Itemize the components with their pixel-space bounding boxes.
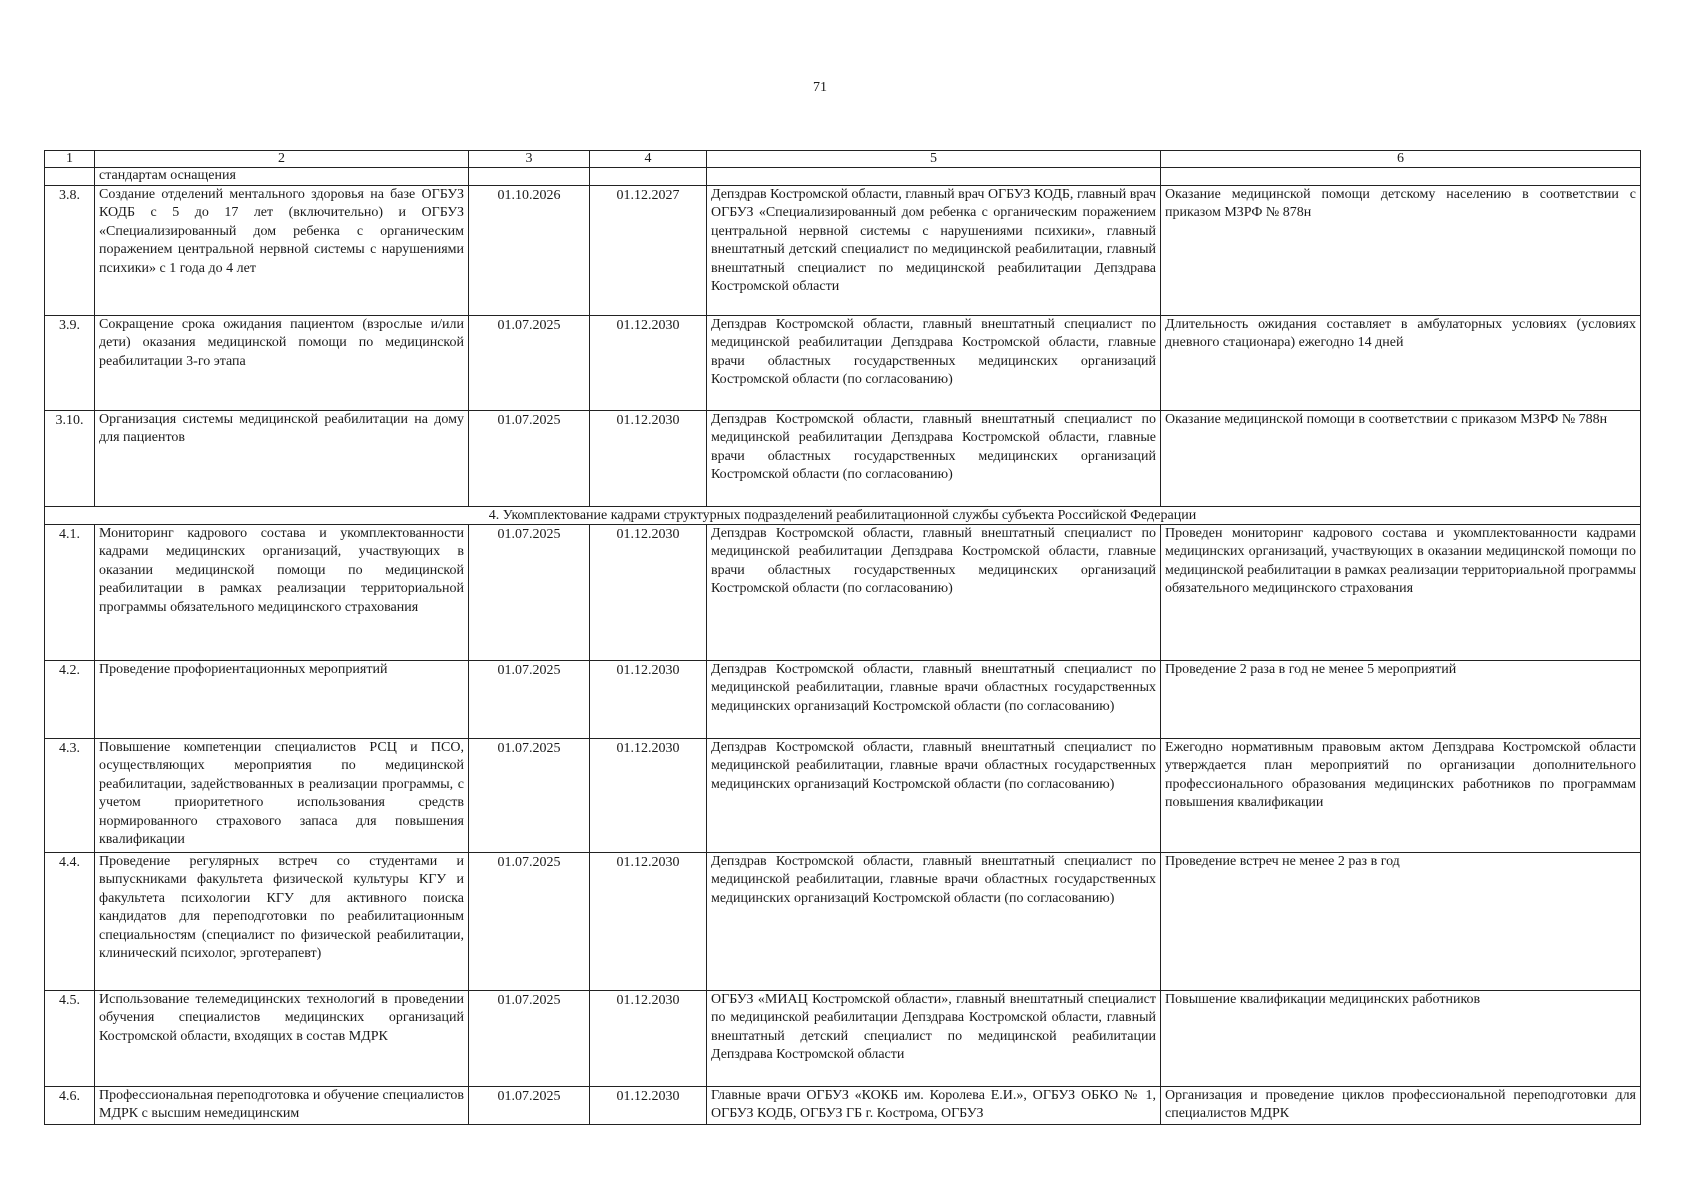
end-date: 01.12.2030 [590,316,707,411]
end-date: 01.12.2030 [590,661,707,739]
empty-cell [707,168,1161,186]
action-plan-table [44,150,1641,1125]
column-number: 5 [707,151,1161,168]
start-date: 01.07.2025 [469,316,590,411]
start-date: 01.07.2025 [469,525,590,661]
row-number: 4.2. [45,661,95,739]
row-number: 3.9. [45,316,95,411]
row-number: 4.1. [45,525,95,661]
result-cell: Оказание медицинской помощи детскому населению в соответствии с приказом МЗРФ № 878н [1161,186,1641,316]
responsible-cell: Депздрав Костромской области, главный внештатный специалист по медицинской реабилитации, главные врачи областных государственных медицинских организаций Костромской области (по согласованию) [707,853,1161,991]
column-number: 2 [95,151,469,168]
result-cell: Проведение 2 раза в год не менее 5 мероприятий [1161,661,1641,739]
start-date: 01.07.2025 [469,411,590,507]
column-number-row [45,151,1641,168]
table-row [45,316,1641,411]
continued-text: стандартам оснащения [95,168,469,186]
empty-cell [469,168,590,186]
responsible-cell: Депздрав Костромской области, главный внештатный специалист по медицинской реабилитации, главные врачи областных государственных медицинских организаций Костромской области (по согласованию) [707,739,1161,853]
responsible-cell: Депздрав Костромской области, главный врач ОГБУЗ КОДБ, главный врач ОГБУЗ «Специализированный дом ребенка с органическим поражением центральной нервной системы с нарушениями психики», главный внештатный детский специалист по медицинской реабилитации, главный внештатный специалист по медицинской реабилитации Депздрава Костромской области [707,186,1161,316]
row-number: 4.5. [45,991,95,1087]
row-number: 3.8. [45,186,95,316]
end-date: 01.12.2030 [590,739,707,853]
responsible-cell: Депздрав Костромской области, главный внештатный специалист по медицинской реабилитации Депздрава Костромской области, главные врачи областных государственных медицинских организаций Костромской области (по согласованию) [707,411,1161,507]
event-cell: Организация системы медицинской реабилитации на дому для пациентов [95,411,469,507]
start-date: 01.10.2026 [469,186,590,316]
event-cell: Использование телемедицинских технологий в проведении обучения специалистов медицинских организаций Костромской области, входящих в состав МДРК [95,991,469,1087]
event-cell: Проведение профориентационных мероприятий [95,661,469,739]
row-number: 3.10. [45,411,95,507]
end-date: 01.12.2030 [590,853,707,991]
table-row [45,991,1641,1087]
row-number: 4.6. [45,1087,95,1125]
end-date: 01.12.2030 [590,991,707,1087]
column-number: 6 [1161,151,1641,168]
start-date: 01.07.2025 [469,661,590,739]
event-text: Профессиональная переподготовка и обучение специалистов МДРК с высшим немедицинским [99,1088,464,1122]
start-date: 01.07.2025 [469,1087,590,1125]
start-date: 01.07.2025 [469,853,590,991]
table-row [45,1087,1641,1125]
result-cell: Проведение встреч не менее 2 раз в год [1161,853,1641,991]
column-number: 3 [469,151,590,168]
responsible-cell: ОГБУЗ «МИАЦ Костромской области», главный внештатный специалист по медицинской реабилитации Депздрава Костромской области, главный внештатный детский специалист по медицинской реабилитации Депздрава Костромской области [707,991,1161,1087]
row-number: 4.4. [45,853,95,991]
event-cell: Создание отделений ментального здоровья на базе ОГБУЗ КОДБ с 5 до 17 лет (включительно) и ОГБУЗ «Специализированный дом ребенка с органическим поражением центральной нервной системы с нарушениями психики» с 1 года до 4 лет [95,186,469,316]
page-number: 71 [813,80,827,95]
section-title: 4. Укомплектование кадрами структурных подразделений реабилитационной службы субъекта Российской Федерации [45,507,1641,525]
end-date: 01.12.2027 [590,186,707,316]
result-cell: Проведен мониторинг кадрового состава и укомплектованности кадрами медицинских организаций, участвующих в оказании медицинской помощи по медицинской реабилитации в рамках реализации территориальной программы обязательного медицинского страхования [1161,525,1641,661]
continued-row [45,168,1641,186]
table-row [45,525,1641,661]
end-date: 01.12.2030 [590,525,707,661]
event-cell [95,1087,469,1125]
result-cell: Повышение квалификации медицинских работников [1161,991,1641,1087]
responsible-cell [707,1087,1161,1125]
end-date: 01.12.2030 [590,411,707,507]
column-number: 4 [590,151,707,168]
empty-cell [45,168,95,186]
result-cell: Оказание медицинской помощи в соответствии с приказом МЗРФ № 788н [1161,411,1641,507]
event-cell: Повышение компетенции специалистов РСЦ и ПСО, осуществляющих мероприятия по медицинской реабилитации, задействованных в реализации программы, с учетом приоритетного использования средств нормированного страхового запаса для повышения квалификации [95,739,469,853]
result-cell: Длительность ожидания составляет в амбулаторных условиях (условиях дневного стационара) ежегодно 14 дней [1161,316,1641,411]
responsible-cell: Депздрав Костромской области, главный внештатный специалист по медицинской реабилитации Депздрава Костромской области, главные врачи областных государственных медицинских организаций Костромской области (по согласованию) [707,316,1161,411]
row-number: 4.3. [45,739,95,853]
table-row [45,853,1641,991]
empty-cell [1161,168,1641,186]
table-row [45,661,1641,739]
result-cell: Ежегодно нормативным правовым актом Депздрава Костромской области утверждается план мероприятий по организации дополнительного профессионального образования медицинских работников по программам повышения квалификации [1161,739,1641,853]
section-row [45,507,1641,525]
table-row [45,739,1641,853]
table-row [45,411,1641,507]
start-date: 01.07.2025 [469,991,590,1087]
end-date: 01.12.2030 [590,1087,707,1125]
result-cell: Организация и проведение циклов профессиональной переподготовки для специалистов МДРК [1161,1087,1641,1125]
empty-cell [590,168,707,186]
event-cell: Проведение регулярных встреч со студентами и выпускниками факультета физической культуры КГУ и факультета психологии КГУ для активного поиска кандидатов для переподготовки по реабилитационным специальностям (специалист по физической реабилитации, клинический психолог, эрготерапевт) [95,853,469,991]
responsible-cell: Депздрав Костромской области, главный внештатный специалист по медицинской реабилитации, главные врачи областных государственных медицинских организаций Костромской области (по согласованию) [707,661,1161,739]
event-cell: Сокращение срока ожидания пациентом (взрослые и/или дети) оказания медицинской помощи по медицинской реабилитации 3-го этапа [95,316,469,411]
start-date: 01.07.2025 [469,739,590,853]
responsible-text: Главные врачи ОГБУЗ «КОКБ им. Королева Е.И.», ОГБУЗ ОБКО № 1, ОГБУЗ КОДБ, ОГБУЗ ГБ г. Кострома, ОГБУЗ [711,1088,1156,1122]
table-row [45,186,1641,316]
responsible-cell: Депздрав Костромской области, главный внештатный специалист по медицинской реабилитации Депздрава Костромской области, главные врачи областных государственных медицинских организаций Костромской области (по согласованию) [707,525,1161,661]
event-cell: Мониторинг кадрового состава и укомплектованности кадрами медицинских организаций, участвующих в оказании медицинской помощи по медицинской реабилитации в рамках реализации территориальной программы обязательного медицинского страхования [95,525,469,661]
column-number: 1 [45,151,95,168]
